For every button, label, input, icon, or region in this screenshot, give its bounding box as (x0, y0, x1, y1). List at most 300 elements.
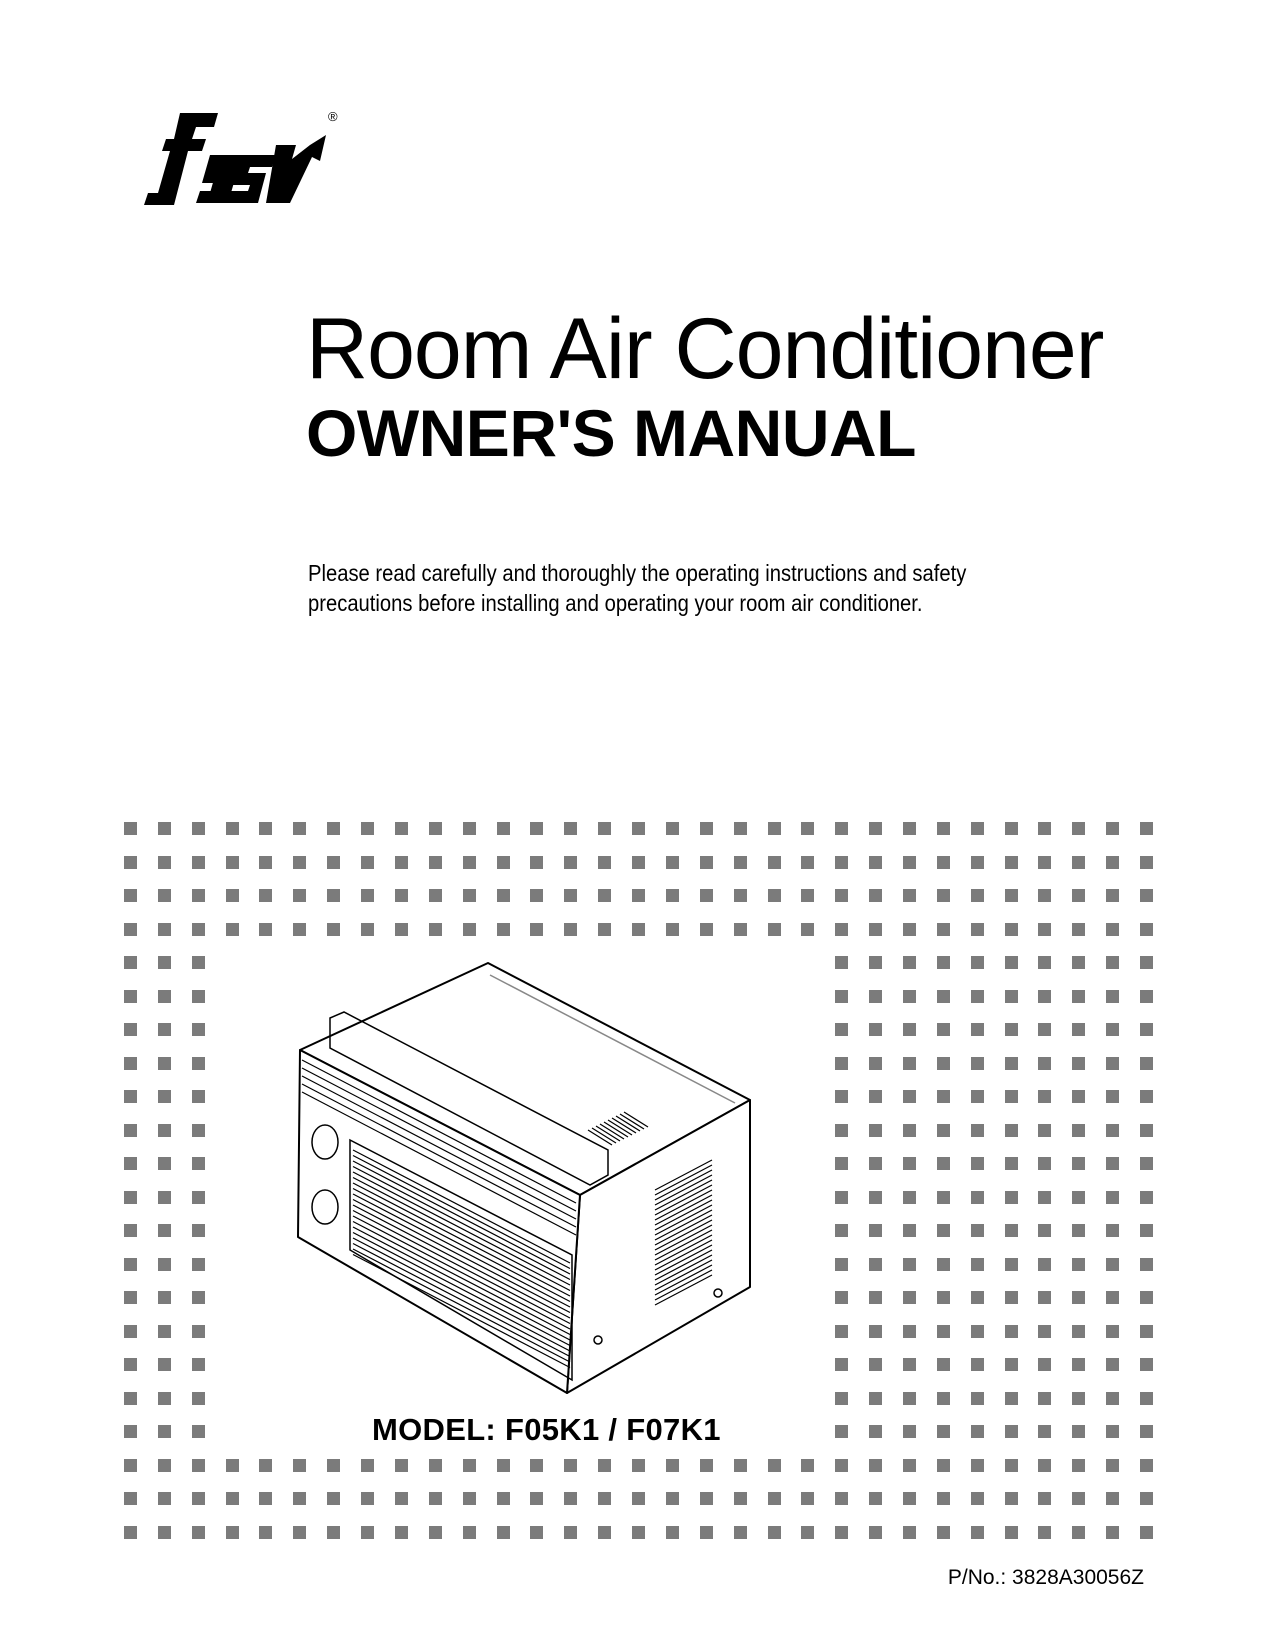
decorative-square (971, 1157, 984, 1170)
decorative-square (666, 1526, 679, 1539)
decorative-square (1005, 1325, 1018, 1338)
decorative-square (429, 889, 442, 902)
decorative-square (700, 923, 713, 936)
decorative-square (937, 1492, 950, 1505)
decorative-square (1072, 1224, 1085, 1237)
decorative-square (1072, 1425, 1085, 1438)
decorative-square (1106, 956, 1119, 969)
decorative-square (835, 990, 848, 1003)
decorative-square (971, 923, 984, 936)
decorative-square (869, 1459, 882, 1472)
decorative-square (1038, 956, 1051, 969)
decorative-square (971, 856, 984, 869)
decorative-square (971, 1425, 984, 1438)
decorative-square (632, 822, 645, 835)
decorative-square (903, 1224, 916, 1237)
decorative-square (1005, 1191, 1018, 1204)
decorative-square (1106, 1291, 1119, 1304)
decorative-square (1038, 990, 1051, 1003)
decorative-square (801, 1526, 814, 1539)
decorative-square (564, 1526, 577, 1539)
decorative-square (158, 1291, 171, 1304)
decorative-square (835, 956, 848, 969)
decorative-square (1106, 1191, 1119, 1204)
decorative-square (937, 956, 950, 969)
decorative-square (971, 1124, 984, 1137)
registered-mark: ® (328, 109, 338, 124)
decorative-square (1072, 956, 1085, 969)
decorative-square (1005, 956, 1018, 969)
decorative-square (801, 1492, 814, 1505)
decorative-square (327, 923, 340, 936)
decorative-square (1038, 923, 1051, 936)
decorative-square (903, 1258, 916, 1271)
decorative-square (158, 1057, 171, 1070)
decorative-square (192, 1291, 205, 1304)
decorative-square (869, 856, 882, 869)
decorative-square (869, 1526, 882, 1539)
decorative-square (259, 856, 272, 869)
decorative-square (937, 1526, 950, 1539)
decorative-square (801, 856, 814, 869)
decorative-square (327, 1526, 340, 1539)
decorative-square (1005, 1425, 1018, 1438)
decorative-square (1106, 1392, 1119, 1405)
decorative-square (1005, 1526, 1018, 1539)
decorative-square (903, 856, 916, 869)
decorative-square (937, 822, 950, 835)
decorative-square (124, 923, 137, 936)
decorative-square (463, 1526, 476, 1539)
decorative-square (361, 1526, 374, 1539)
decorative-square (530, 1492, 543, 1505)
decorative-square (1038, 1459, 1051, 1472)
decorative-square (124, 889, 137, 902)
decorative-square (1106, 1526, 1119, 1539)
decorative-square (869, 1157, 882, 1170)
decorative-square (632, 856, 645, 869)
decorative-square (598, 1526, 611, 1539)
decorative-square (1072, 856, 1085, 869)
decorative-square (1106, 1358, 1119, 1371)
decorative-square (124, 1492, 137, 1505)
decorative-square (835, 856, 848, 869)
decorative-square (937, 990, 950, 1003)
decorative-square (1072, 1124, 1085, 1137)
decorative-square (530, 889, 543, 902)
decorative-square (632, 923, 645, 936)
decorative-square (768, 822, 781, 835)
decorative-square (1106, 1090, 1119, 1103)
decorative-square (1140, 1191, 1153, 1204)
decorative-square (124, 856, 137, 869)
decorative-square (497, 923, 510, 936)
decorative-square (1038, 1526, 1051, 1539)
decorative-square (361, 822, 374, 835)
decorative-square (1072, 889, 1085, 902)
decorative-square (124, 1291, 137, 1304)
decorative-square (226, 822, 239, 835)
decorative-square (1038, 1291, 1051, 1304)
decorative-square (429, 1459, 442, 1472)
decorative-square (835, 1191, 848, 1204)
decorative-square (1005, 1090, 1018, 1103)
decorative-square (226, 923, 239, 936)
decorative-square (1106, 1459, 1119, 1472)
decorative-square (1140, 1258, 1153, 1271)
decorative-square (1072, 1258, 1085, 1271)
decorative-square (835, 1057, 848, 1070)
decorative-square (192, 1157, 205, 1170)
decorative-square (259, 1526, 272, 1539)
decorative-square (937, 1090, 950, 1103)
document-title: Room Air Conditioner (306, 301, 1104, 397)
decorative-square (903, 1526, 916, 1539)
decorative-square (835, 1392, 848, 1405)
decorative-square (1038, 1191, 1051, 1204)
decorative-square (226, 1526, 239, 1539)
decorative-square (226, 889, 239, 902)
decorative-square (1106, 1425, 1119, 1438)
decorative-square (1072, 1392, 1085, 1405)
decorative-square (530, 1459, 543, 1472)
decorative-square (158, 1124, 171, 1137)
decorative-square (1038, 856, 1051, 869)
decorative-square (1072, 1023, 1085, 1036)
air-conditioner-illustration (270, 950, 760, 1400)
decorative-square (192, 1492, 205, 1505)
decorative-square (971, 1358, 984, 1371)
decorative-square (158, 990, 171, 1003)
decorative-square (158, 1157, 171, 1170)
decorative-square (124, 1023, 137, 1036)
decorative-square (903, 1425, 916, 1438)
decorative-square (937, 923, 950, 936)
decorative-square (497, 1526, 510, 1539)
decorative-square (1005, 822, 1018, 835)
decorative-square (971, 990, 984, 1003)
decorative-square (869, 1090, 882, 1103)
decorative-square (124, 956, 137, 969)
decorative-square (463, 889, 476, 902)
decorative-square (903, 1459, 916, 1472)
decorative-square (124, 1325, 137, 1338)
decorative-square (124, 1358, 137, 1371)
decorative-square (1038, 822, 1051, 835)
decorative-square (903, 1392, 916, 1405)
decorative-square (835, 1023, 848, 1036)
decorative-square (734, 1492, 747, 1505)
decorative-square (971, 1057, 984, 1070)
decorative-square (192, 1325, 205, 1338)
decorative-square (158, 956, 171, 969)
decorative-square (801, 1459, 814, 1472)
decorative-square (1038, 1057, 1051, 1070)
decorative-square (971, 889, 984, 902)
decorative-square (293, 822, 306, 835)
decorative-square (395, 856, 408, 869)
decorative-square (1140, 1023, 1153, 1036)
decorative-square (192, 956, 205, 969)
decorative-square (903, 1191, 916, 1204)
decorative-square (124, 1224, 137, 1237)
decorative-square (835, 1325, 848, 1338)
decorative-square (259, 889, 272, 902)
decorative-square (869, 889, 882, 902)
decorative-square (361, 889, 374, 902)
decorative-square (801, 889, 814, 902)
decorative-square (327, 1459, 340, 1472)
decorative-square (937, 1392, 950, 1405)
decorative-square (564, 1492, 577, 1505)
decorative-square (768, 889, 781, 902)
decorative-square (666, 889, 679, 902)
decorative-square (192, 1459, 205, 1472)
decorative-square (1005, 990, 1018, 1003)
decorative-square (1005, 923, 1018, 936)
decorative-square (192, 856, 205, 869)
decorative-square (903, 1057, 916, 1070)
decorative-square (734, 1459, 747, 1472)
decorative-square (869, 1023, 882, 1036)
decorative-square (124, 990, 137, 1003)
decorative-square (1106, 1325, 1119, 1338)
decorative-square (192, 990, 205, 1003)
decorative-square (1038, 1124, 1051, 1137)
decorative-square (869, 1358, 882, 1371)
decorative-square (666, 1459, 679, 1472)
decorative-square (1140, 956, 1153, 969)
decorative-square (869, 822, 882, 835)
decorative-square (1038, 1425, 1051, 1438)
decorative-square (1106, 1492, 1119, 1505)
decorative-square (903, 1023, 916, 1036)
decorative-square (1005, 1057, 1018, 1070)
decorative-square (869, 1124, 882, 1137)
decorative-square (192, 1425, 205, 1438)
decorative-square (293, 1459, 306, 1472)
decorative-square (1140, 1291, 1153, 1304)
decorative-square (1005, 1392, 1018, 1405)
decorative-square (700, 856, 713, 869)
decorative-square (1038, 1492, 1051, 1505)
decorative-square (1005, 1258, 1018, 1271)
decorative-square (192, 1358, 205, 1371)
decorative-square (734, 923, 747, 936)
decorative-square (835, 923, 848, 936)
decorative-square (1072, 1459, 1085, 1472)
decorative-square (361, 923, 374, 936)
decorative-square (598, 889, 611, 902)
decorative-square (1140, 1124, 1153, 1137)
decorative-square (971, 1291, 984, 1304)
decorative-square (1106, 1023, 1119, 1036)
decorative-square (666, 822, 679, 835)
decorative-square (1072, 1057, 1085, 1070)
decorative-square (158, 1325, 171, 1338)
part-number: P/No.: 3828A30056Z (947, 1566, 1144, 1589)
decorative-square (1072, 1358, 1085, 1371)
decorative-square (971, 1325, 984, 1338)
decorative-square (1038, 1258, 1051, 1271)
decorative-square (903, 1325, 916, 1338)
decorative-square (124, 1392, 137, 1405)
decorative-square (632, 1526, 645, 1539)
decorative-square (293, 923, 306, 936)
decorative-square (903, 1358, 916, 1371)
decorative-square (768, 923, 781, 936)
decorative-square (1072, 1090, 1085, 1103)
decorative-square (192, 1258, 205, 1271)
decorative-square (1005, 1157, 1018, 1170)
decorative-square (937, 856, 950, 869)
decorative-square (835, 889, 848, 902)
decorative-square (903, 990, 916, 1003)
decorative-square (429, 1492, 442, 1505)
decorative-square (1005, 1224, 1018, 1237)
decorative-square (937, 1459, 950, 1472)
decorative-square (1140, 990, 1153, 1003)
decorative-square (1106, 1057, 1119, 1070)
decorative-square (903, 822, 916, 835)
decorative-square (734, 1526, 747, 1539)
decorative-square (869, 1492, 882, 1505)
decorative-square (971, 1191, 984, 1204)
decorative-square (835, 1526, 848, 1539)
decorative-square (734, 822, 747, 835)
brand-logo (140, 105, 350, 210)
decorative-square (463, 856, 476, 869)
decorative-square (429, 822, 442, 835)
decorative-square (1038, 1358, 1051, 1371)
decorative-square (1140, 889, 1153, 902)
decorative-square (124, 1090, 137, 1103)
decorative-square (158, 923, 171, 936)
intro-paragraph (308, 558, 966, 618)
decorative-square (835, 1258, 848, 1271)
decorative-square (1038, 889, 1051, 902)
decorative-square (768, 1459, 781, 1472)
decorative-square (327, 856, 340, 869)
decorative-square (497, 822, 510, 835)
decorative-square (1106, 822, 1119, 835)
decorative-square (971, 1090, 984, 1103)
decorative-square (1140, 822, 1153, 835)
decorative-square (192, 923, 205, 936)
decorative-square (1140, 1325, 1153, 1338)
decorative-square (158, 1526, 171, 1539)
decorative-square (835, 1224, 848, 1237)
decorative-square (192, 889, 205, 902)
decorative-square (632, 889, 645, 902)
decorative-square (869, 1258, 882, 1271)
decorative-square (530, 1526, 543, 1539)
decorative-square (124, 1157, 137, 1170)
decorative-square (463, 1459, 476, 1472)
decorative-square (632, 1459, 645, 1472)
decorative-square (768, 856, 781, 869)
decorative-square (835, 1157, 848, 1170)
decorative-square (158, 1459, 171, 1472)
decorative-square (158, 822, 171, 835)
decorative-square (869, 956, 882, 969)
decorative-square (1005, 1124, 1018, 1137)
decorative-square (1005, 1492, 1018, 1505)
decorative-square (1072, 1526, 1085, 1539)
decorative-square (1072, 990, 1085, 1003)
decorative-square (158, 1492, 171, 1505)
decorative-square (971, 1526, 984, 1539)
decorative-square (1140, 1157, 1153, 1170)
decorative-square (937, 1224, 950, 1237)
decorative-square (734, 889, 747, 902)
decorative-square (1072, 1291, 1085, 1304)
decorative-square (937, 1191, 950, 1204)
decorative-square (192, 1057, 205, 1070)
decorative-square (598, 1492, 611, 1505)
decorative-square (869, 923, 882, 936)
decorative-square (1140, 1090, 1153, 1103)
decorative-square (429, 923, 442, 936)
decorative-square (971, 1392, 984, 1405)
decorative-square (666, 856, 679, 869)
decorative-square (327, 889, 340, 902)
decorative-square (700, 889, 713, 902)
decorative-square (395, 923, 408, 936)
decorative-square (937, 1258, 950, 1271)
decorative-square (903, 1291, 916, 1304)
decorative-square (530, 822, 543, 835)
decorative-square (903, 1492, 916, 1505)
decorative-square (226, 1459, 239, 1472)
decorative-square (903, 1157, 916, 1170)
decorative-square (564, 856, 577, 869)
decorative-square (1140, 1224, 1153, 1237)
decorative-square (700, 1526, 713, 1539)
decorative-square (124, 1124, 137, 1137)
decorative-square (937, 889, 950, 902)
decorative-square (124, 1526, 137, 1539)
decorative-square (226, 856, 239, 869)
decorative-square (700, 1459, 713, 1472)
decorative-square (463, 923, 476, 936)
decorative-square (1140, 1358, 1153, 1371)
decorative-square (192, 1191, 205, 1204)
decorative-square (903, 1090, 916, 1103)
decorative-square (869, 1224, 882, 1237)
decorative-square (1140, 1459, 1153, 1472)
decorative-square (293, 1492, 306, 1505)
decorative-square (192, 822, 205, 835)
decorative-square (971, 822, 984, 835)
decorative-square (1106, 1258, 1119, 1271)
decorative-square (971, 1459, 984, 1472)
decorative-square (869, 990, 882, 1003)
decorative-square (497, 1459, 510, 1472)
decorative-square (1072, 923, 1085, 936)
decorative-square (124, 1459, 137, 1472)
decorative-square (598, 923, 611, 936)
decorative-square (801, 923, 814, 936)
decorative-square (158, 889, 171, 902)
model-number: MODEL: F05K1 / F07K1 (372, 1412, 721, 1447)
decorative-square (192, 1090, 205, 1103)
decorative-square (666, 1492, 679, 1505)
decorative-square (564, 889, 577, 902)
decorative-square (835, 1358, 848, 1371)
decorative-square (598, 822, 611, 835)
decorative-square (1072, 1325, 1085, 1338)
